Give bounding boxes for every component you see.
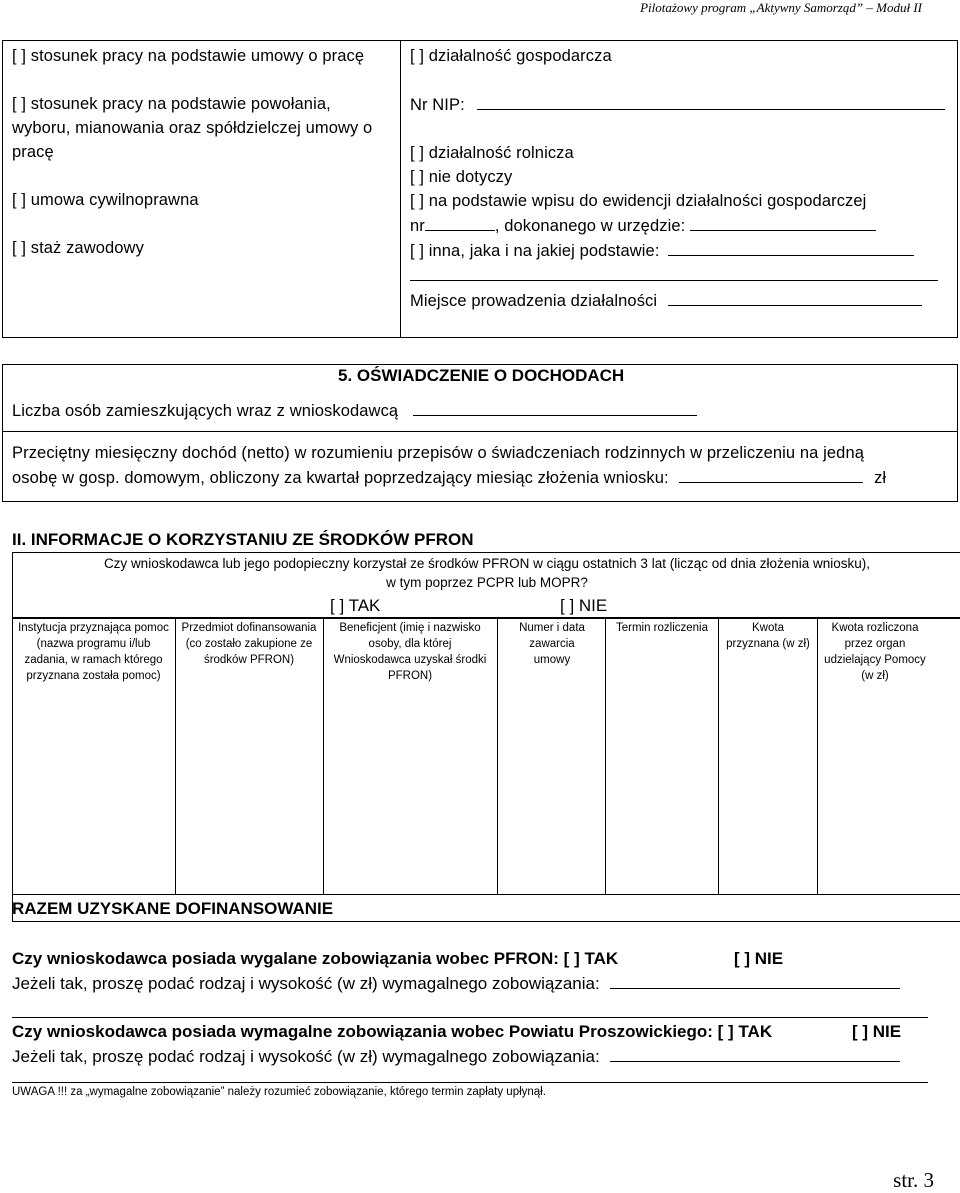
col-header-settled: Kwota rozliczona przez organ udzielający Pomocy (w zł): [824, 622, 926, 682]
col-header-granted: Kwota przyznana (w zł): [726, 622, 810, 650]
registry-nr-label: nr: [410, 217, 425, 235]
pfron-table-total-divider: [12, 894, 960, 895]
avg-income-line1: Przeciętny miesięczny dochód (netto) w rozumieniu przepisów o świadczeniach rodzinnych w przeliczeniu na jedną: [12, 444, 864, 462]
registry-office-label: , dokonanego w urzędzie:: [494, 217, 686, 235]
section-divider: [400, 40, 401, 338]
business-option-economic[interactable]: [ ] działalność gospodarcza: [410, 47, 612, 65]
business-option-not-applicable[interactable]: [ ] nie dotyczy: [410, 168, 513, 186]
county-obligation-no[interactable]: [ ] NIE: [852, 1022, 902, 1041]
pfron-question-line1: Czy wnioskodawca lub jego podopieczny korzystał ze środków PFRON w ciągu ostatnich 3 lat (licząc od dnia złożenia wniosku),: [103, 556, 871, 571]
running-header: Pilotażowy program „Aktywny Samorząd” – Moduł II: [640, 0, 922, 15]
col-header-contract: Numer i data zawarcia umowy: [519, 622, 585, 666]
col-header-subject: Przedmiot dofinansowania (co zostało zakupione ze środków PFRON): [181, 622, 317, 666]
pfron-question-line2: w tym poprzez PCPR lub MOPR?: [386, 575, 588, 590]
county-obligation-detail: Jeżeli tak, proszę podać rodzaj i wysokość (w zł) wymagalnego zobowiązania:: [12, 1047, 600, 1066]
nip-field[interactable]: [477, 92, 945, 110]
business-option-agricultural[interactable]: [ ] działalność rolnicza: [410, 144, 574, 162]
registry-nr-field[interactable]: [425, 213, 495, 231]
business-place-field[interactable]: [668, 288, 922, 306]
col-header-settlement: Termin rozliczenia: [615, 622, 709, 634]
business-option-other[interactable]: [ ] inna, jaka i na jakiej podstawie:: [410, 242, 660, 260]
pfron-obligation-detail-row: [12, 971, 900, 996]
other-basis-field[interactable]: [668, 238, 914, 256]
total-label: RAZEM UZYSKANE DOFINANSOWANIE: [12, 899, 334, 918]
persons-field[interactable]: [413, 398, 697, 416]
col-divider-4: [605, 618, 606, 894]
pfron-obligation-field[interactable]: [610, 971, 900, 989]
pfron-obligation-no[interactable]: [ ] NIE: [734, 949, 784, 968]
page-number: str. 3: [893, 1168, 934, 1192]
pfron-yes-option[interactable]: [ ] TAK: [330, 596, 381, 615]
pfron-obligation-question[interactable]: Czy wnioskodawca posiada wygalane zobowiązania wobec PFRON: [ ] TAK: [12, 949, 619, 968]
business-options: [410, 44, 950, 313]
pfron-obligation-line: [12, 1017, 928, 1018]
col-divider-3: [497, 618, 498, 894]
persons-row: [12, 398, 697, 423]
col-divider-1: [175, 618, 176, 894]
currency-label: zł: [874, 469, 887, 487]
employment-option-civil[interactable]: [ ] umowa cywilnoprawna: [12, 191, 199, 209]
county-obligation-field[interactable]: [610, 1044, 900, 1062]
business-place-label: Miejsce prowadzenia działalności: [410, 292, 658, 310]
employment-option-internship[interactable]: [ ] staż zawodowy: [12, 239, 144, 257]
county-obligation-question[interactable]: Czy wnioskodawca posiada wymagalne zobowiązania wobec Powiatu Proszowickiego: [ ] TAK: [12, 1022, 773, 1041]
employment-option-contract[interactable]: [ ] stosunek pracy na podstawie umowy o pracę: [12, 47, 365, 65]
county-obligation-line: [12, 1082, 928, 1083]
col-header-institution: Instytucja przyznająca pomoc (nazwa programu i/lub zadania, w ramach którego przyznana została pomoc): [18, 622, 169, 682]
nip-label: Nr NIP:: [410, 96, 465, 114]
avg-income-field[interactable]: [679, 465, 863, 483]
col-header-beneficiary: Beneficjent (imię i nazwisko osoby, dla której Wnioskodawca uzyskał środki PFRON): [333, 622, 487, 682]
registry-office-field[interactable]: [690, 213, 876, 231]
avg-income-text: [12, 441, 956, 490]
avg-income-line2: osobę w gosp. domowym, obliczony za kwartał poprzedzający miesiąc złożenia wniosku:: [12, 469, 669, 487]
business-option-registry[interactable]: [ ] na podstawie wpisu do ewidencji działalności gospodarczej: [410, 192, 867, 210]
pfron-heading: II. INFORMACJE O KORZYSTANIU ZE ŚRODKÓW PFRON: [12, 530, 474, 549]
col-divider-2: [323, 618, 324, 894]
income-divider: [2, 431, 958, 432]
note: UWAGA !!! za „wymagalne zobowiązanie” należy rozumieć zobowiązanie, którego termin zapłaty upłynął.: [12, 1086, 546, 1098]
pfron-obligation-detail: Jeżeli tak, proszę podać rodzaj i wysokość (w zł) wymagalnego zobowiązania:: [12, 974, 600, 993]
pfron-no-option[interactable]: [ ] NIE: [560, 596, 608, 615]
pfron-question: [12, 554, 960, 592]
employment-options: [12, 44, 382, 260]
county-obligation-detail-row: [12, 1044, 900, 1069]
income-heading: 5. OŚWIADCZENIE O DOCHODACH: [338, 366, 625, 385]
col-divider-6: [817, 618, 818, 894]
col-divider-5: [718, 618, 719, 894]
persons-label: Liczba osób zamieszkujących wraz z wnioskodawcą: [12, 402, 399, 420]
employment-option-appointment[interactable]: [ ] stosunek pracy na podstawie powołania, wyboru, mianowania oraz spółdzielczej umowy o pracę: [12, 95, 373, 161]
other-basis-field-2[interactable]: [410, 263, 938, 281]
